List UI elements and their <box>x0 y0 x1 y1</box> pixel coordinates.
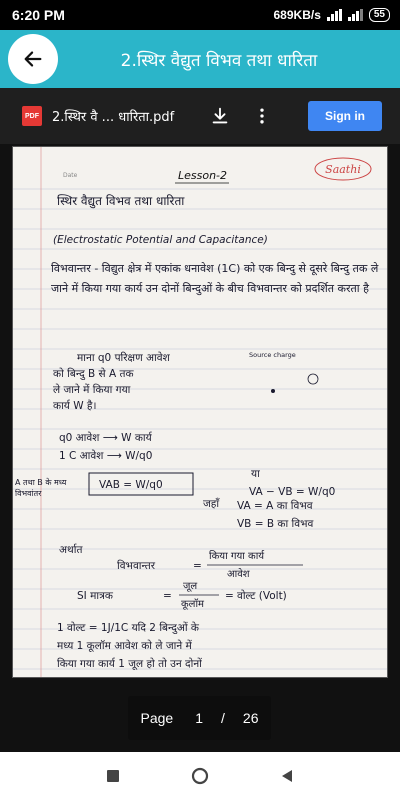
bottom-line-3: किया गया कार्य 1 जूल हो तो उन दोनों <box>57 658 202 670</box>
download-button[interactable] <box>206 102 234 130</box>
note-subtitle: (Electrostatic Potential and Capacitance) <box>53 234 268 246</box>
page-title: 2.स्थिर वैद्युत विभव तथा धारिता <box>120 50 318 71</box>
or-label: या <box>251 468 260 480</box>
note-line-w: कार्य W है। <box>53 400 97 412</box>
download-icon <box>209 105 231 127</box>
system-back-button[interactable] <box>272 761 302 791</box>
current-page: 1 <box>195 710 204 726</box>
fraction-denominator: आवेश <box>227 569 250 580</box>
source-charge-label: Source charge <box>249 351 296 359</box>
pdf-file-icon: PDF <box>22 106 42 126</box>
brand-logo: Saathi <box>325 163 361 176</box>
viewer-toolbar <box>0 88 400 144</box>
svg-text:=: = <box>163 590 172 602</box>
bottom-line-1: 1 वोल्ट = 1J/1C यदि 2 बिन्दुओं के <box>57 622 199 634</box>
volt-label: वोल्ट (Volt) <box>237 590 287 602</box>
signal-icon <box>327 9 342 21</box>
definition-paragraph: विभवान्तर - विद्युत क्षेत्र में एकांक धनावेश (1C) को एक बिन्दु से दूसरे बिन्दु तक ले जाने में किया गया कार्य उन दोनों बिन्दुओं के बीच विभवान्तर को प्रदर्शित करता है <box>51 262 379 295</box>
status-indicators <box>274 8 391 22</box>
va-definition: VA = A का विभव <box>237 500 313 512</box>
file-name: 2.स्थिर वै ... धारिता.pdf <box>52 110 175 125</box>
more-options-button[interactable] <box>248 102 276 130</box>
svg-text:=: = <box>225 590 234 602</box>
fraction-numerator: किया गया कार्य <box>209 551 265 562</box>
battery-icon: 55 <box>369 8 390 22</box>
side-label: A तथा B के मध्य विभवांतर <box>15 478 67 498</box>
signal-icon-2 <box>348 9 363 21</box>
circle-icon <box>190 766 210 786</box>
relation-line-1: q0 आवेश ⟶ W कार्य <box>59 432 152 444</box>
relation-line-2: 1 C आवेश ⟶ W/q0 <box>59 450 153 462</box>
where-label: जहाँ <box>203 498 220 510</box>
sign-in-button[interactable]: Sign in <box>308 101 382 131</box>
lesson-heading: Lesson-2 <box>178 169 228 182</box>
document-area[interactable] <box>0 144 400 752</box>
arrow-left-icon <box>22 48 44 70</box>
vb-definition: VB = B का विभव <box>237 518 314 530</box>
square-icon <box>106 769 120 783</box>
si-unit-numerator: जूल <box>183 581 198 592</box>
triangle-back-icon <box>279 768 295 784</box>
therefore-label: अर्थात <box>59 544 83 556</box>
potential-difference-equation: VAB = W/q0 <box>99 479 163 491</box>
page-label: Page <box>140 710 174 726</box>
note-line-ab: को बिन्दु B से A तक <box>53 368 134 380</box>
svg-text:=: = <box>193 560 202 572</box>
potential-difference-equation-2: VA − VB = W/q0 <box>249 486 336 498</box>
note-title: स्थिर वैद्युत विभव तथा धारिता <box>57 194 185 208</box>
status-bar <box>0 0 400 30</box>
potential-difference-label: विभवान्तर <box>117 560 156 572</box>
page-indicator <box>128 696 271 740</box>
note-line-q0: माना q0 परिक्षण आवेश <box>77 352 170 364</box>
system-nav-bar <box>0 752 400 800</box>
si-unit-denominator: कूलॉम <box>181 599 205 610</box>
bottom-line-2: मध्य 1 कूलॉम आवेश को ले जाने में <box>57 640 192 652</box>
more-vertical-icon <box>252 106 272 126</box>
date-label: Date <box>63 172 78 179</box>
pdf-page <box>12 146 388 678</box>
handwritten-notes <box>13 147 388 678</box>
app-header <box>0 30 400 88</box>
home-button[interactable] <box>185 761 215 791</box>
back-button[interactable] <box>8 34 58 84</box>
note-line-work: ले जाने में किया गया <box>53 384 131 396</box>
recent-apps-button[interactable] <box>98 761 128 791</box>
total-pages: 26 <box>242 710 259 726</box>
page-separator: / <box>221 710 225 726</box>
status-time: 6:20 PM <box>12 7 65 23</box>
network-speed: 689KB/s <box>273 8 321 22</box>
si-unit-label: SI मात्रक <box>77 590 113 602</box>
